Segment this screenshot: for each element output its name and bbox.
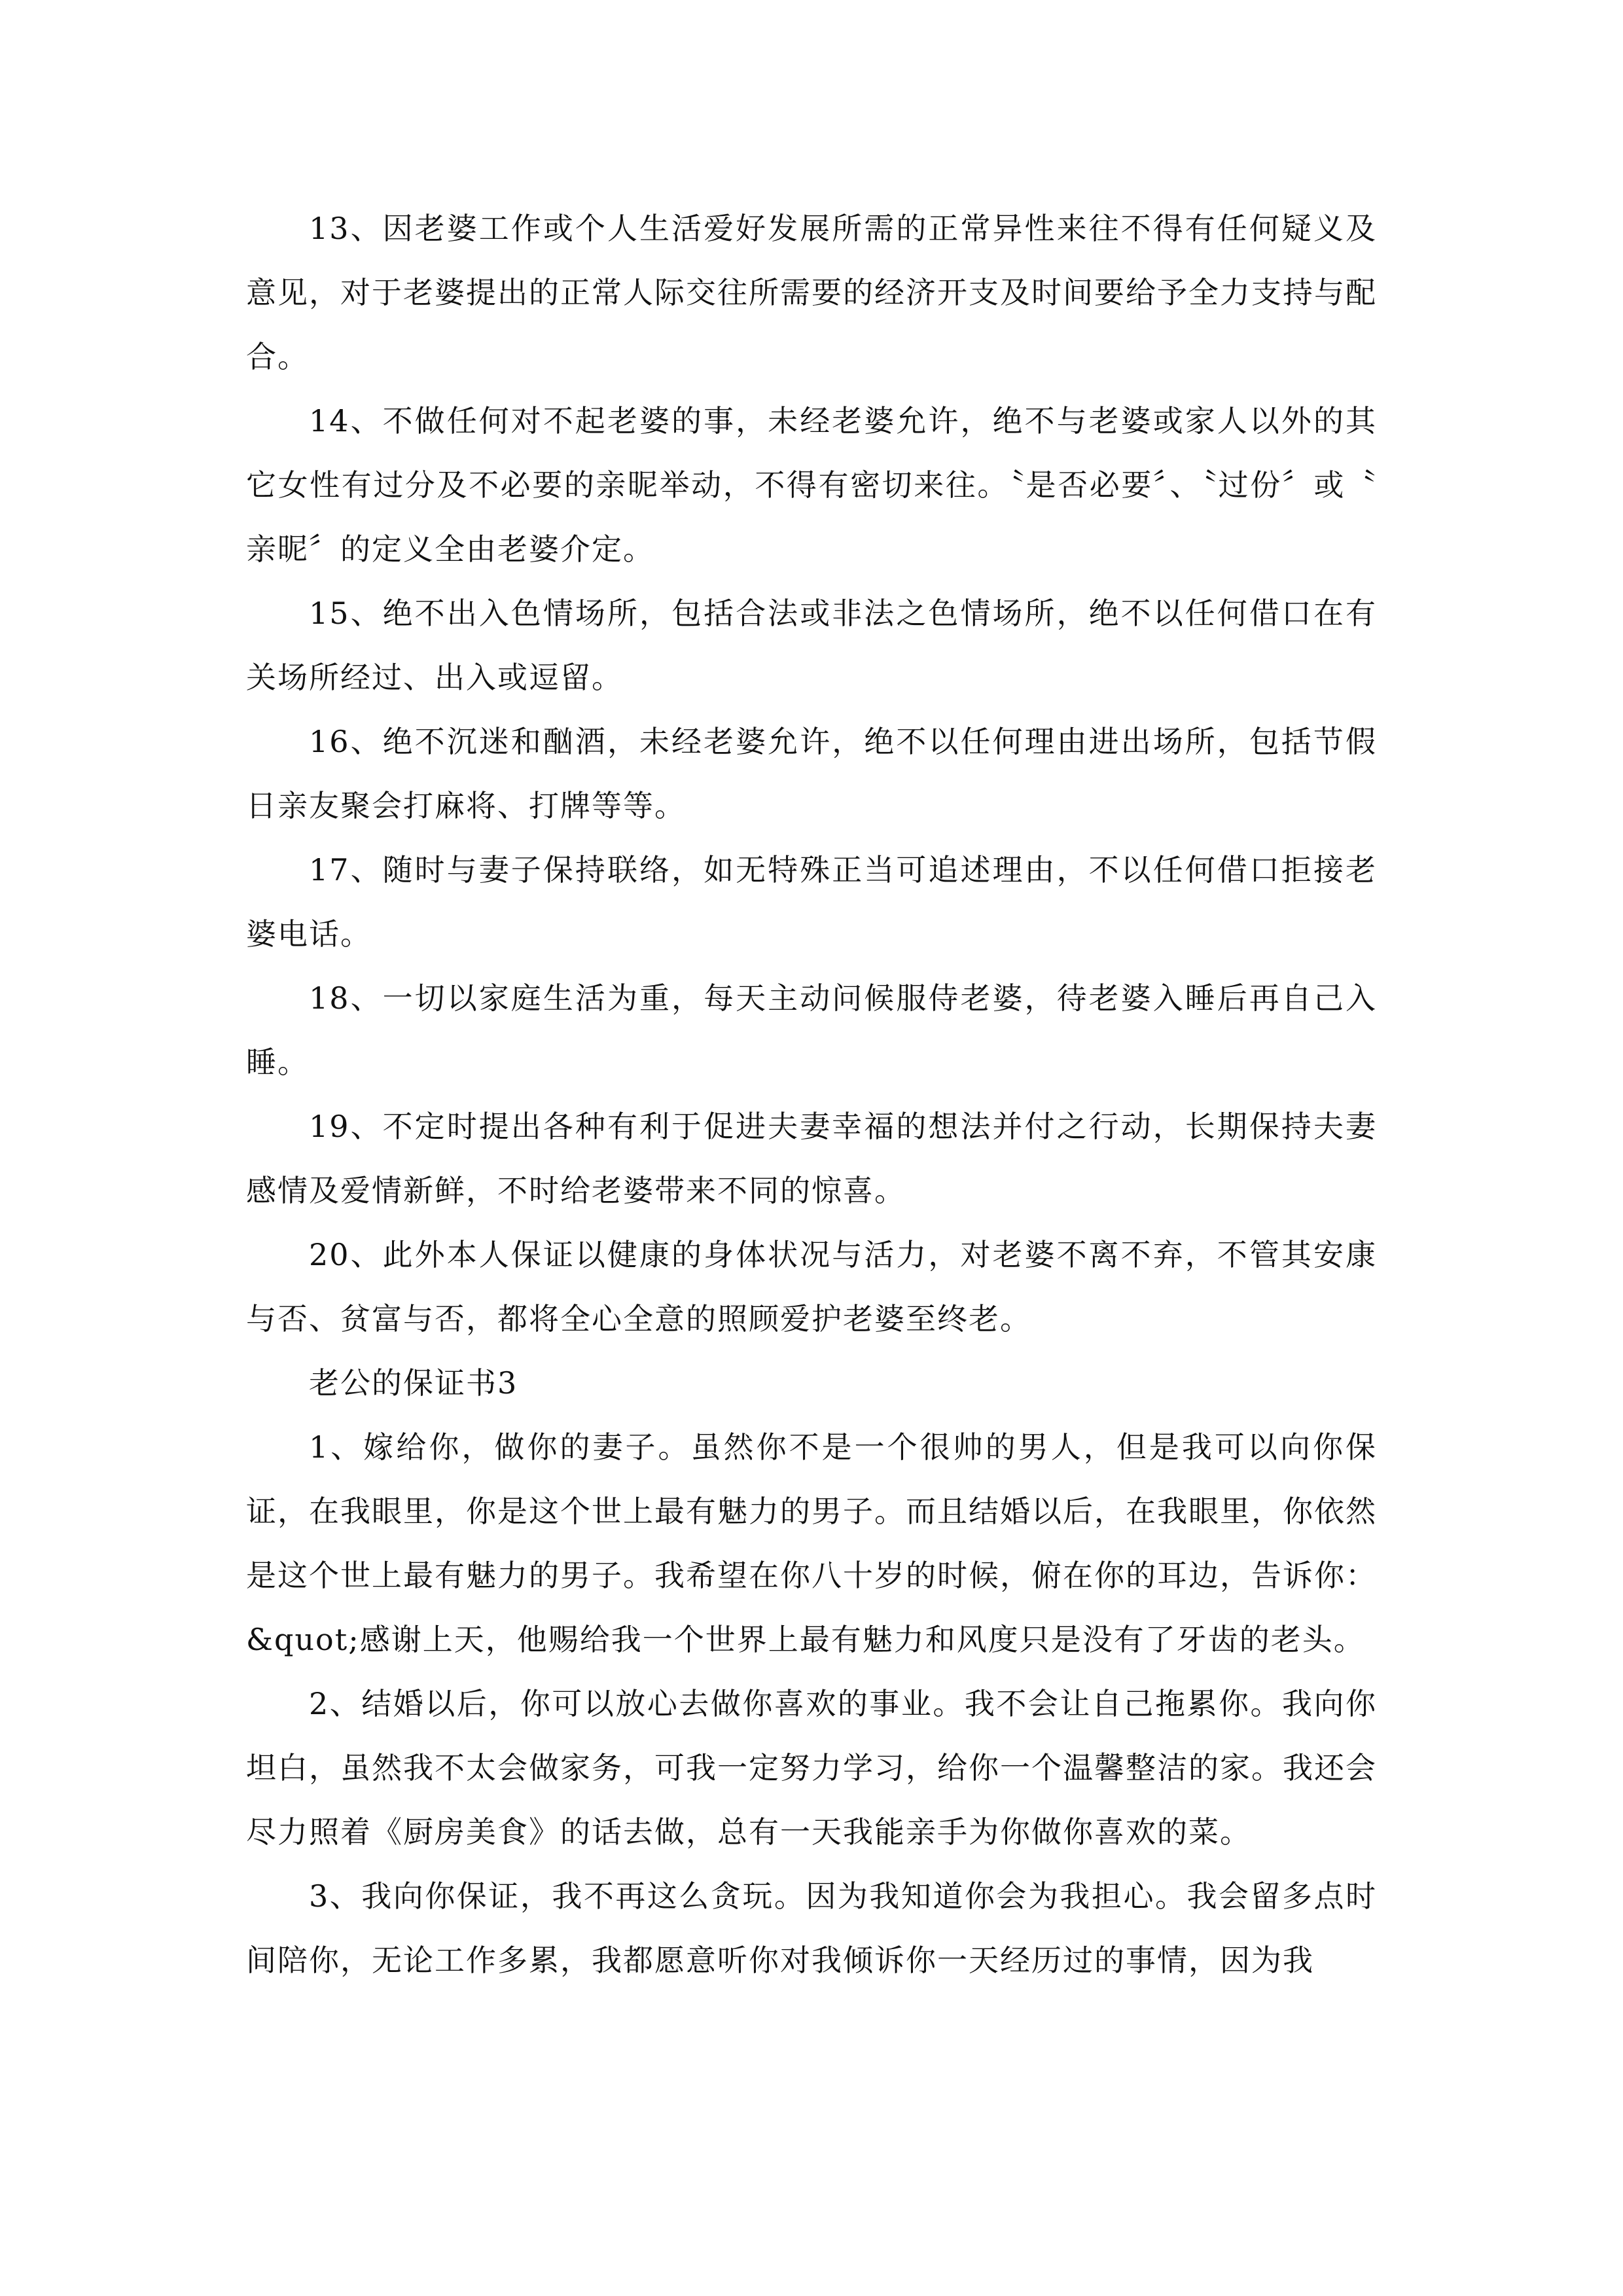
paragraph-17: 17、随时与妻子保持联络，如无特殊正当可追述理由，不以任何借口拒接老婆电话。 [246,852,1377,952]
paragraph-13: 13、因老婆工作或个人生活爱好发展所需的正常异性来往不得有任何疑义及意见，对于老婆提出的正常人际交往所需要的经济开支及时间要给予全力支持与配合。 [246,211,1377,374]
paragraph-19: 19、不定时提出各种有利于促进夫妻幸福的想法并付之行动，长期保持夫妻感情及爱情新鲜，不时给老婆带来不同的惊喜。 [246,1109,1377,1208]
section-heading: 老公的保证书3 [309,1365,518,1401]
paragraph-20: 20、此外本人保证以健康的身体状况与活力，对老婆不离不弃，不管其安康与否、贫富与否，都将全心全意的照顾爱护老婆至终老。 [246,1237,1377,1336]
paragraph-18: 18、一切以家庭生活为重，每天主动问候服侍老婆，待老婆入睡后再自己入睡。 [246,980,1377,1080]
paragraph-2: 2、结婚以后，你可以放心去做你喜欢的事业。我不会让自己拖累你。我向你坦白，虽然我不太会做家务，可我一定努力学习，给你一个温馨整洁的家。我还会尽力照着《厨房美食》的话去做，总有一天我能亲手为你做你喜欢的菜。 [246,1686,1377,1850]
paragraph-1: 1、嫁给你，做你的妻子。虽然你不是一个很帅的男人，但是我可以向你保证，在我眼里，你是这个世上最有魅力的男子。而且结婚以后，在我眼里，你依然是这个世上最有魅力的男子。我希望在你八十岁的时候，俯在你的耳边，告诉你：&quot;感谢上天，他赐给我一个世界上最有魅力和风度只是没有了牙齿的老头。 [246,1429,1377,1657]
document-body [246,196,1377,1992]
paragraph-16: 16、绝不沉迷和酗酒，未经老婆允许，绝不以任何理由进出场所，包括节假日亲友聚会打麻将、打牌等等。 [246,724,1377,823]
paragraph-15: 15、绝不出入色情场所，包括合法或非法之色情场所，绝不以任何借口在有关场所经过、出入或逗留。 [246,596,1377,695]
paragraph-14: 14、不做任何对不起老婆的事，未经老婆允许，绝不与老婆或家人以外的其它女性有过分及不必要的亲昵举动，不得有密切来往。〝是否必要〞、〝过份〞或〝 亲昵〞的定义全由老婆介定。 [246,403,1377,567]
paragraph-3: 3、我向你保证，我不再这么贪玩。因为我知道你会为我担心。我会留多点时间陪你，无论工作多累，我都愿意听你对我倾诉你一天经历过的事情，因为我 [246,1878,1377,1978]
